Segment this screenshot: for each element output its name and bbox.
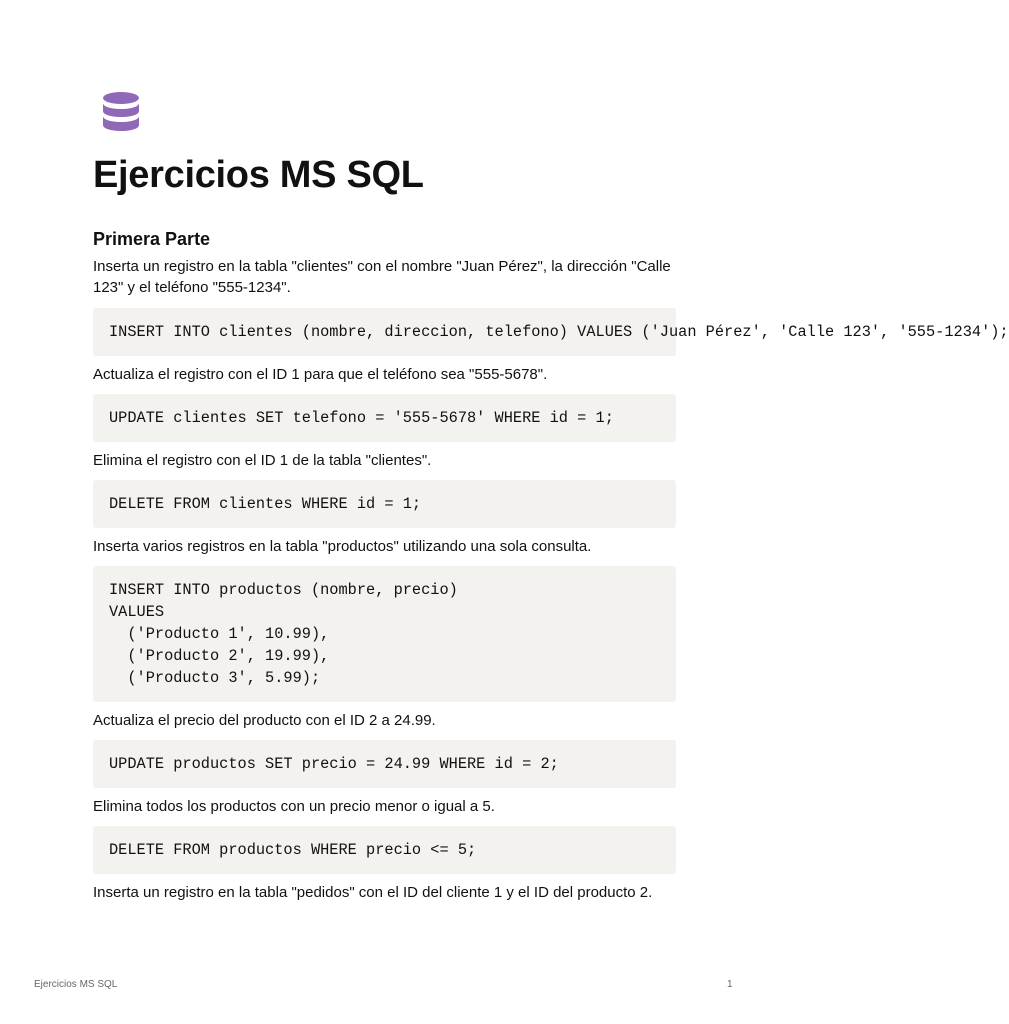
exercise-text: Inserta un registro en la tabla "clientes" con el nombre "Juan Pérez", la dirección "Calle 123" y el teléfono "555-1234". xyxy=(93,258,671,296)
code-block: DELETE FROM productos WHERE precio <= 5; xyxy=(93,826,676,874)
code-block: UPDATE productos SET precio = 24.99 WHERE id = 2; xyxy=(93,740,676,788)
document-page xyxy=(93,92,1009,903)
exercise-text: Inserta un registro en la tabla "pedidos" con el ID del cliente 1 y el ID del producto 2. xyxy=(93,884,653,901)
code-block: UPDATE clientes SET telefono = '555-5678' WHERE id = 1; xyxy=(93,394,676,442)
exercise-text: Elimina el registro con el ID 1 de la tabla "clientes". xyxy=(93,452,432,469)
page-title: Ejercicios MS SQL xyxy=(93,154,424,196)
code-block: INSERT INTO clientes (nombre, direccion, telefono) VALUES ('Juan Pérez', 'Calle 123', '555-1234'); xyxy=(93,308,676,356)
exercise-text: Inserta varios registros en la tabla "productos" utilizando una sola consulta. xyxy=(93,538,592,555)
exercise-text: Actualiza el registro con el ID 1 para que el teléfono sea "555-5678". xyxy=(93,366,548,383)
exercise-text: Elimina todos los productos con un precio menor o igual a 5. xyxy=(93,798,495,815)
database-icon xyxy=(102,92,140,134)
page-number: 1 xyxy=(727,979,733,990)
exercise-text: Actualiza el precio del producto con el ID 2 a 24.99. xyxy=(93,712,436,729)
footer-title: Ejercicios MS SQL xyxy=(34,979,118,990)
code-block: INSERT INTO productos (nombre, precio) VALUES ('Producto 1', 10.99), ('Producto 2', 19.99), ('Producto 3', 5.99); xyxy=(93,566,676,702)
code-block: DELETE FROM clientes WHERE id = 1; xyxy=(93,480,676,528)
section-title: Primera Parte xyxy=(93,229,211,249)
